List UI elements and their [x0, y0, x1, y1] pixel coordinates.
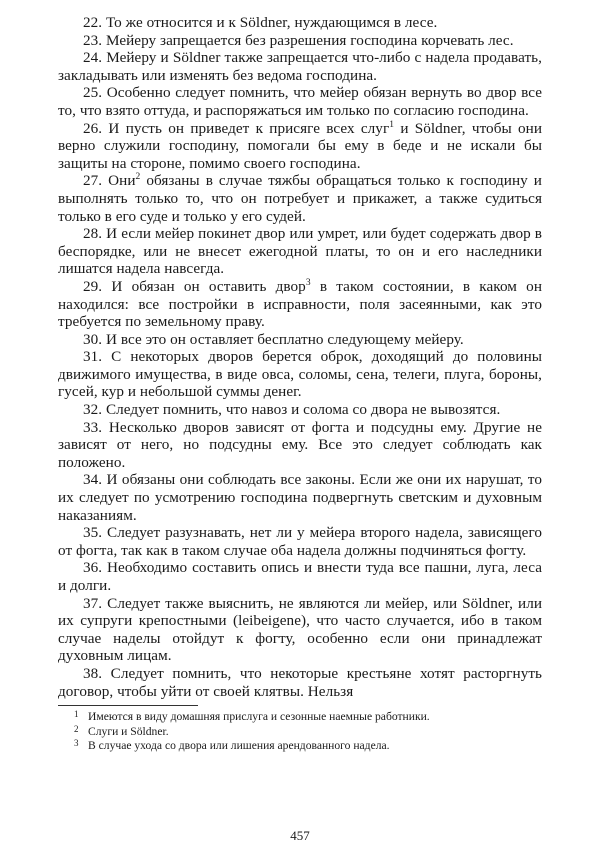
page-content	[58, 14, 542, 754]
paragraph-27	[58, 172, 542, 225]
paragraph-27-start: 27. Они	[83, 172, 136, 190]
paragraph-24: 24. Мейеру и Söldner также запрещается что-либо с надела продавать, закладывать или изменять без ведома господина.	[58, 49, 542, 84]
footnote-3-text: В случае ухода со двора или лишения арендованного надела.	[88, 739, 390, 753]
footnote-ref-3: 3	[305, 277, 311, 288]
paragraph-28: 28. И если мейер покинет двор или умрет, или будет содержать двор в беспорядке, или не внесет ежегодной платы, то он и его наследники лишатся надела навсегда.	[58, 225, 542, 278]
paragraph-26-start: 26. И пусть он приведет к присяге всех слуг	[83, 119, 390, 137]
paragraph-33: 33. Несколько дворов зависят от фогта и подсудны ему. Другие не зависят от него, но подсудны ему. Все это следует соблюдать как положено.	[58, 418, 542, 471]
paragraph-30: 30. И все это он оставляет бесплатно следующему мейеру.	[83, 330, 464, 348]
footnote-2: 2 Слуги и Söldner.	[74, 723, 169, 738]
main-text	[58, 14, 542, 700]
footnote-divider	[58, 705, 198, 706]
paragraph-34: 34. И обязаны они соблюдать все законы. Если же они их нарушат, то их следует по усмотрению господина подвергнуть светским и духовным наказаниям.	[58, 471, 542, 524]
paragraph-38: 38. Следует помнить, что некоторые крестьяне хотят расторгнуть договор, чтобы уйти от своей клятвы. Нельзя	[58, 664, 542, 700]
footnote-ref-2: 2	[135, 172, 141, 183]
footnote-1: 1 Имеются в виду домашняя прислуга и сезонные наемные работники.	[74, 709, 430, 724]
paragraph-36: 36. Необходимо составить опись и внести туда все пашни, луга, леса и долги.	[58, 559, 542, 594]
footnote-2-text: Слуги и Söldner.	[88, 724, 169, 738]
paragraph-25: 25. Особенно следует помнить, что мейер обязан вернуть во двор все то, что взято оттуда, и распоряжаться им только по согласию господина.	[58, 84, 542, 119]
paragraph-27-end: обязаны в случае тяжбы обращаться только к господину и выполнять только то, что он потребует и прикажет, а также судиться только в его суде и только у его судей.	[58, 172, 542, 225]
paragraph-37: 37. Следует также выяснить, не являются ли мейер, или Söldner, или их супруги крепостными (leibeigene), что часто случается, ибо в таком случае наделы отойдут к фогту, особенно если они принадлежат духовным лицам.	[58, 594, 542, 665]
paragraph-32: 32. Следует помнить, что навоз и солома со двора не вывозятся.	[83, 401, 501, 419]
paragraph-22: 22. То же относится и к Söldner, нуждающимся в лесе.	[83, 14, 438, 31]
paragraph-29-start: 29. И обязан он оставить двор	[83, 277, 306, 295]
paragraph-29-end: в таком состоянии, в каком он находился: все постройки в исправности, поля засеянными, как это требуется по земельному праву.	[58, 277, 542, 331]
paragraph-23: 23. Мейеру запрещается без разрешения господина корчевать лес.	[83, 31, 514, 49]
paragraph-35: 35. Следует разузнавать, нет ли у мейера второго надела, зависящего от фогта, так как в таком случае оба надела должны подчиняться фогту.	[58, 524, 542, 559]
paragraph-26-end: и Söldner, чтобы они верно служили господину, помогали бы ему в беде и не искали бы защиты на стороне, помимо своего господина.	[58, 119, 543, 172]
footnotes	[58, 710, 542, 754]
footnote-1-text: Имеются в виду домашняя прислуга и сезонные наемные работники.	[88, 710, 430, 724]
paragraph-31: 31. С некоторых дворов берется оброк, доходящий до половины движимого имущества, в виде овса, соломы, сена, телеги, плуга, бороны, гусей, кур и небольшой суммы денег.	[58, 348, 542, 401]
page-number: 457	[290, 828, 310, 843]
footnote-3: 3 В случае ухода со двора или лишения арендованного надела.	[74, 738, 390, 753]
footnote-ref-1: 1	[389, 119, 395, 130]
paragraph-26	[58, 120, 542, 173]
paragraph-29	[58, 278, 542, 331]
